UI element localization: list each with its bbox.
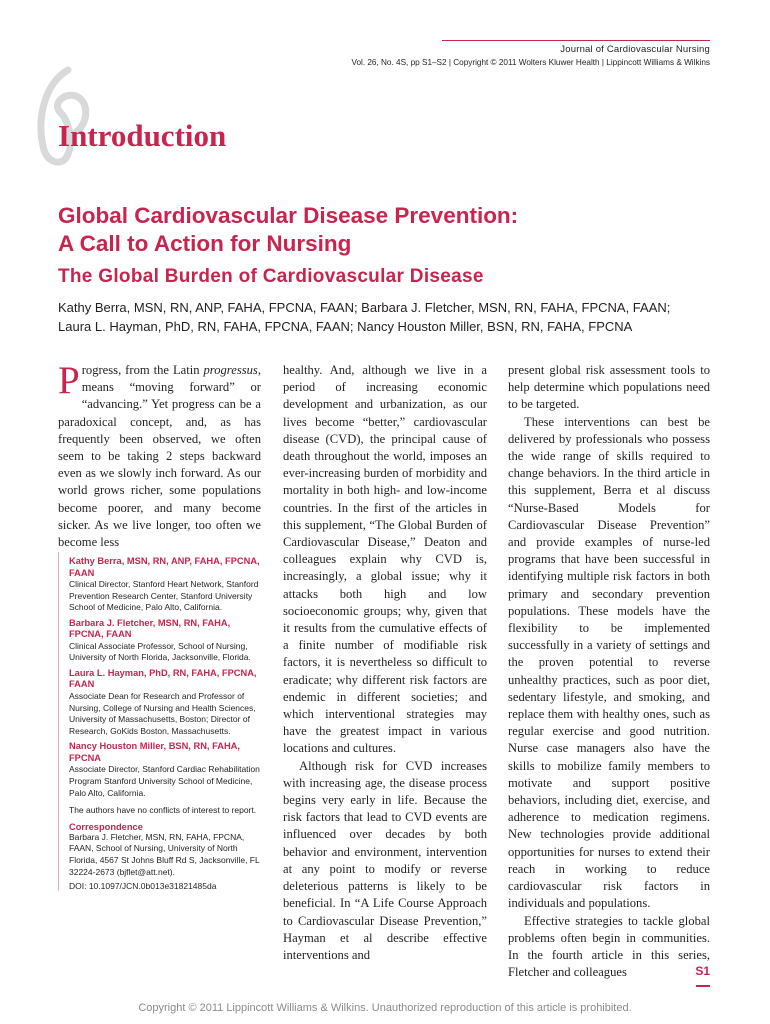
affil-author-details: Associate Dean for Research and Professor of Nursing, College of Nursing and Health Sciences, University of Massachusetts, Boston; Director of Research, GoKids Boston, Massachusetts.	[69, 690, 256, 736]
body-text: , means “moving forward” or “advancing.” Yet progress can be a paradoxical concept, and, as has frequently been observed, we often seem to be taking 2 steps backward even as we slowly inch forward. As our world grows richer, some populations become poorer, and many become sicker. As we live longer, too often we become less	[58, 363, 261, 550]
journal-name: Journal of Cardiovascular Nursing	[560, 44, 710, 55]
journal-logo-icon	[30, 62, 100, 172]
title-line-2: A Call to Action for Nursing	[58, 231, 352, 256]
affil-author-name: Barbara J. Fletcher, MSN, RN, FAHA, FPCNA, FAAN	[69, 617, 231, 640]
body-column-1	[58, 359, 261, 551]
author-affiliations-box	[58, 552, 261, 891]
body-column-3	[508, 362, 710, 981]
body-paragraph: present global risk assessment tools to help determine which populations need to be targeted.	[508, 363, 710, 412]
correspondence-details: Barbara J. Fletcher, MSN, RN, FAHA, FPCNA, FAAN, School of Nursing, University of North Florida, 4567 St Johns Bluff Rd S, Jacksonville, FL 32224-2673 (bjflet@att.net).	[69, 831, 260, 877]
footer-rule	[696, 985, 710, 987]
affil-author-details: Clinical Director, Stanford Heart Network, Stanford Prevention Research Center, Stanford University School of Medicine, Palo Alto, California.	[69, 579, 259, 613]
latin-term: progressus	[203, 363, 258, 377]
author-list	[58, 298, 718, 336]
affil-author-name: Kathy Berra, MSN, RN, ANP, FAHA, FPCNA, FAAN	[69, 556, 260, 578]
authors-line-2: Laura L. Hayman, PhD, RN, FAHA, FPCNA, FAAN; Nancy Houston Miller, BSN, RN, FAHA, FPCNA	[58, 319, 633, 334]
body-paragraph	[58, 359, 261, 551]
body-paragraph: These interventions can best be delivered by professionals who possess the wide range of skills required to change behaviors. In the third article in this supplement, Berra et al discuss “Nurse-Based Models for Cardiovascular Disease Prevention” and provide examples of nurse-led programs that have been successful in identifying multiple risk factors in both primary and secondary prevention populations. These models have the flexibility to be implemented successfully in a variety of settings and the proven potential to reverse unhealthy practices, such as poor diet, sedentary lifestyle, and smoking, and replace them with healthy ones, such as regular exercise and good nutrition. Nurse case managers also have the skills to mobilize family members to motivate and support positive behaviors, including diet, exercise, and adherence to medication regimens. New technologies provide additional opportunities for nurses to extend their reach in working to reduce cardiovascular risk factors in individuals and populations.	[508, 414, 710, 911]
affil-author-name: Laura L. Hayman, PhD, RN, FAHA, FPCNA, FAAN	[69, 667, 257, 690]
article-subtitle: The Global Burden of Cardiovascular Disease	[58, 266, 484, 287]
affil-author-details: Associate Director, Stanford Cardiac Rehabilitation Program Stanford University School of Medicine, Palo Alto, California.	[69, 764, 260, 798]
affil-author-name: Nancy Houston Miller, BSN, RN, FAHA, FPCNA	[69, 741, 240, 763]
conflict-of-interest-note: The authors have no conflicts of interest to report.	[69, 805, 257, 816]
body-paragraph: healthy. And, although we live in a period of increasing economic development and urbanization, as our lives become “better,” cardiovascular disease (CVD), the principal cause of death throughout the world, imposes an ever-increasing burden of morbidity and mortality in both high- and low-income countries. In the first of the articles in this supplement, “The Global Burden of Cardiovascular Disease,” Deaton and colleagues explain why CVD is, increasingly, a global issue; why it attacks both high and low socioeconomic groups; why, given that it results from the cumulative effects of a finite number of modifiable risk factors, it is nevertheless so difficult to eradicate; why different risk factors are endemic in different societies; and which interventional strategies may have the greatest impact in various locations and cultures.	[283, 363, 487, 756]
journal-header	[351, 41, 710, 67]
body-text: rogress, from the Latin	[81, 363, 204, 377]
title-line-1: Global Cardiovascular Disease Prevention:	[58, 203, 519, 228]
section-label: Introduction	[58, 118, 227, 153]
doi-link[interactable]: DOI: 10.1097/JCN.0b013e31821485da	[69, 881, 217, 892]
authors-line-1: Kathy Berra, MSN, RN, ANP, FAHA, FPCNA, FAAN; Barbara J. Fletcher, MSN, RN, FAHA, FPCNA, FAAN;	[58, 300, 671, 315]
journal-citation: Vol. 26, No. 4S, pp S1–S2 | Copyright © 2011 Wolters Kluwer Health | Lippincott Williams & Wilkins	[351, 58, 710, 67]
drop-cap: P	[58, 359, 80, 402]
copyright-footer: Copyright © 2011 Lippincott Williams & Wilkins. Unauthorized reproduction of this article is prohibited.	[138, 1002, 632, 1014]
body-paragraph: Effective strategies to tackle global problems often begin in communities. In the fourth article in this series, Fletcher and colleagues	[508, 913, 710, 980]
correspondence-heading: Correspondence	[69, 821, 143, 832]
page-number: S1	[695, 964, 710, 978]
body-column-2	[283, 362, 487, 964]
affil-author-details: Clinical Associate Professor, School of Nursing, University of North Florida, Jacksonville, Florida.	[69, 640, 251, 663]
body-paragraph: Although risk for CVD increases with increasing age, the disease process begins very early in life. Because the risk factors that lead to CVD events are influenced over decades by both behavior and environment, intervention at any point to modify or reverse deleterious patterns is likely to be beneficial. In “A Life Course Approach to Cardiovascular Disease Prevention,” Hayman et al describe effective interventions and	[283, 758, 487, 962]
article-title	[58, 202, 518, 258]
